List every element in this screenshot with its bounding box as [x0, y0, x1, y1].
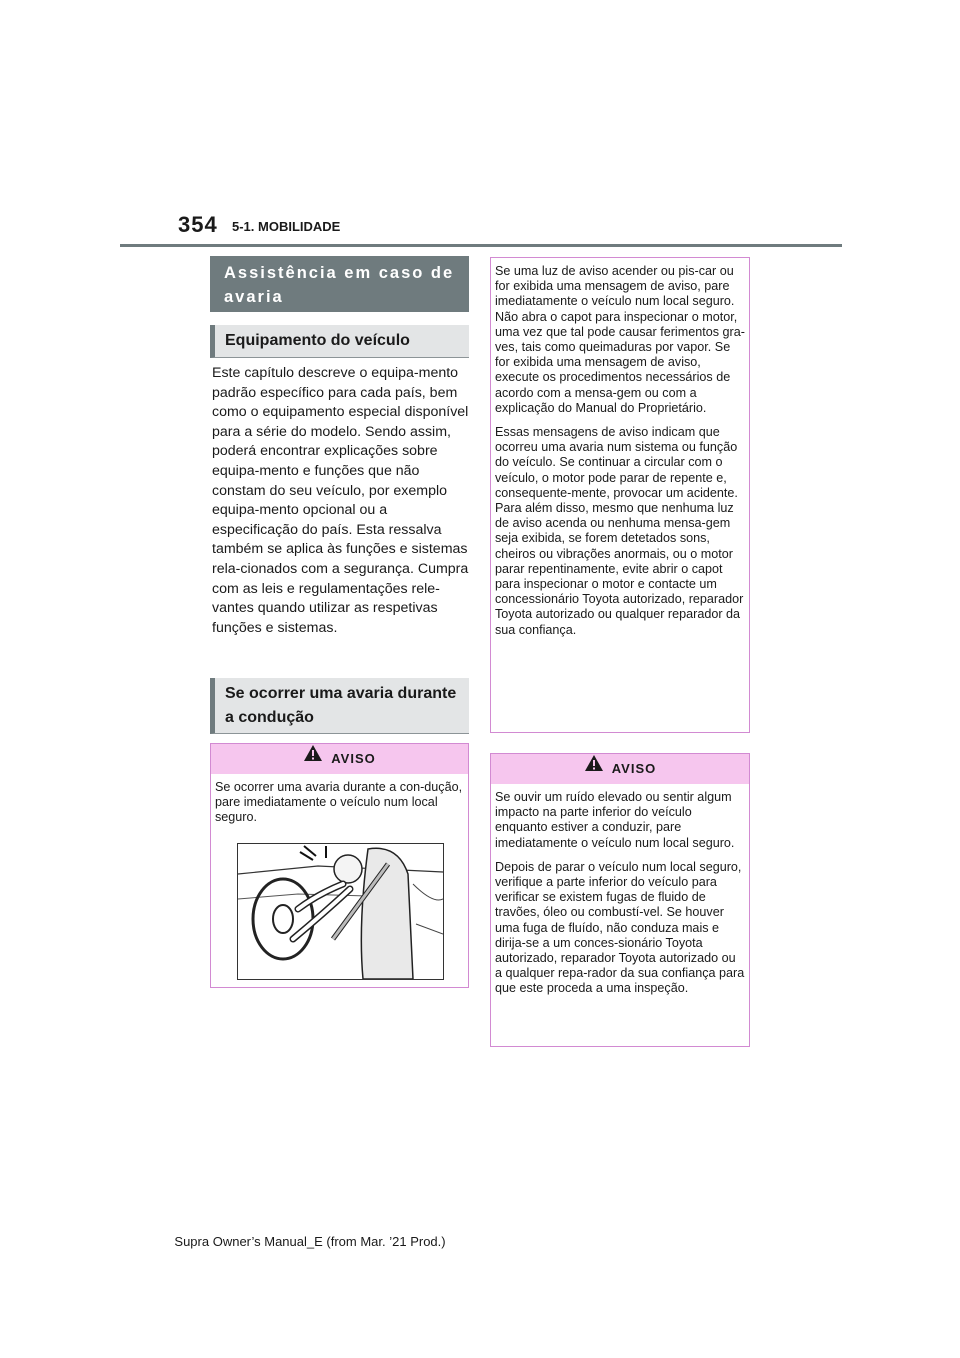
subheading-vehicle-equipment: Equipamento do veículo [210, 325, 469, 358]
footer-manual-title: Supra Owner’s Manual_E (from Mar. ’21 Prod.) [174, 1234, 446, 1249]
info-paragraph-2: Essas mensagens de aviso indicam que ocorreu uma avaria num sistema ou função do veículo. Se continuar a circular com o veículo, o motor pode parar de repente e, consequente-mente, provocar um acidente. Para além disso, mesmo que nenhuma luz de aviso acenda ou nenhuma mensa-gem seja exibida, se forem detetados sons, cheiros ou vibrações anormais, ou o motor parar repentinamente, evite abrir o capot para inspecionar o motor e contacte um concessionário Toyota autorizado, reparador Toyota autorizado ou qualquer reparador da sua confiança. [495, 425, 744, 637]
warning-box-right [490, 753, 750, 1047]
warning-triangle-icon [584, 753, 604, 783]
warning-paragraph-2: Depois de parar o veículo num local seguro, verifique a parte inferior do veículo para verificar se existem fugas de fluido de travões, óleo ou combustí-vel. Se houver uma fuga de fluído, não conduza mais e dirija-se a um conces-sionário Toyota autorizado, reparador Toyota autorizado ou a qualquer repa-rador da sua confiança para que este proceda a uma inspeção. [495, 859, 745, 996]
intro-paragraph: Este capítulo descreve o equipa-mento padrão específico para cada país, bem como o equipamento especial disponível para a série do modelo. Sendo assim, poderá encontrar explicações sobre equipa-mento e funções que não constam do seu veículo, por exemplo equipa-mento opcional ou a especificação do país. Esta ressalva também se aplica às funções e sistemas rela-cionados com a segurança. Cumpra com as leis e regulamentações rele-vantes quando utilizar as respetivas funções e sistemas. [212, 365, 469, 636]
info-box-right [490, 257, 750, 733]
warning-label: AVISO [611, 761, 657, 776]
driver-braking-image [238, 844, 443, 979]
section-title: Assistência em caso de avaria [210, 256, 469, 312]
subheading-breakdown-while-driving: Se ocorrer uma avaria durante a condução [210, 678, 469, 734]
warning-text: Se ocorrer uma avaria durante a con-dução, pare imediatamente o veículo num local seguro. [215, 780, 463, 825]
warning-header [491, 754, 749, 784]
page-number: 354 [178, 212, 218, 237]
chapter-title: 5-1. MOBILIDADE [232, 219, 341, 234]
warning-triangle-icon [303, 743, 323, 773]
driver-illustration [237, 843, 444, 980]
warning-paragraph-1: Se ouvir um ruído elevado ou sentir algum impacto na parte inferior do veículo enquanto estiver a conduzir, pare imediatamente o veículo num local seguro. [495, 790, 735, 850]
info-paragraph-1: Se uma luz de aviso acender ou pis-car ou for exibida uma mensagem de aviso, pare imediatamente o veículo num local seguro. Não abra o capot para inspecionar o motor, uma vez que tal pode causar ferimentos gra-ves, tais como queimaduras por vapor. Se for exibida uma mensagem de aviso, execute os procedimentos necessários de acordo com a mensa-gem ou com a explicação do Manual do Proprietário. [495, 264, 745, 415]
warning-label: AVISO [331, 751, 376, 766]
header-rule [120, 244, 842, 247]
warning-header [211, 744, 468, 774]
